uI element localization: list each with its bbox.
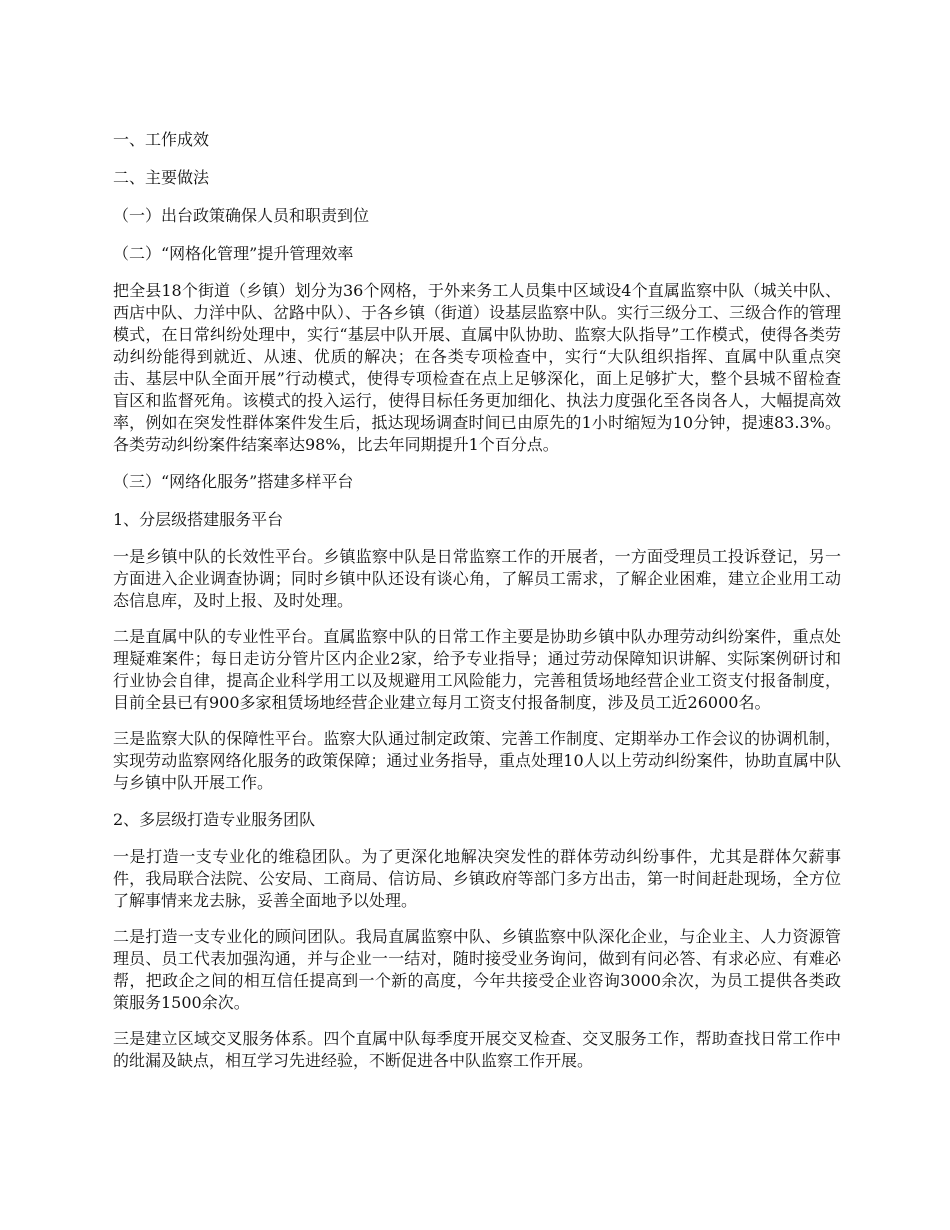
heading-work-results: 一、工作成效 (113, 130, 210, 149)
subheading-service-teams: 2、多层级打造专业服务团队 (113, 810, 316, 829)
paragraph-grid-management: 把全县18个街道（乡镇）划分为36个网格，于外来务工人员集中区域设4个直属监察中队（城关中队、西店中队、力洋中队、岔路中队）、于各乡镇（街道）设基层监察中队。实行三级分工、三级合作的管理模式，在日常纠纷处理中，实行“基层中队开展、直属中队协助、监察大队指导”工作模式，使得各类劳动纠纷能得到就近、从速、优质的解决；在各类专项检查中，实行“大队组织指挥、直属中队重点突击、基层中队全面开展”行动模式，使得专项检查在点上足够深化，面上足够扩大，整个县城不留检查盲区和监督死角。该模式的投入运行，使得目标任务更加细化、执法力度强化至各岗各人，大幅提高效率，例如在突发性群体案件发生后，抵达现场调查时间已由原先的1小时缩短为10分钟，提速83.3%。各类劳动纠纷案件结案率达98%，比去年同期提升1个百分点。 (113, 281, 842, 454)
heading-main-practices: 二、主要做法 (113, 168, 210, 187)
paragraph-cross-service: 三是建立区域交叉服务体系。四个直属中队每季度开展交叉检查、交叉服务工作，帮助查找日常工作中的纰漏及缺点，相互学习先进经验，不断促进各中队监察工作开展。 (113, 1029, 841, 1070)
subheading-policy: （一）出台政策确保人员和职责到位 (113, 206, 370, 225)
paragraph-advisory-team: 二是打造一支专业化的顾问团队。我局直属监察中队、乡镇监察中队深化企业，与企业主、人力资源管理员、员工代表加强沟通，并与企业一一结对，随时接受业务询问，做到有问必答、有求必应、有难必帮，把政企之间的相互信任提高到一个新的高度，今年共接受企业咨询3000余次，为员工提供各类政策服务1500余次。 (113, 927, 841, 1012)
paragraph-township-platform: 一是乡镇中队的长效性平台。乡镇监察中队是日常监察工作的开展者，一方面受理员工投诉登记，另一方面进入企业调查协调；同时乡镇中队还设有谈心角，了解员工需求，了解企业困难，建立企业用工动态信息库，及时上报、及时处理。 (113, 547, 841, 610)
subheading-service-platforms: 1、分层级搭建服务平台 (113, 510, 284, 529)
subheading-grid-management: （二）“网格化管理”提升管理效率 (113, 244, 354, 263)
document-page (113, 128, 841, 1086)
paragraph-direct-squad-platform: 二是直属中队的专业性平台。直属监察中队的日常工作主要是协助乡镇中队办理劳动纠纷案件，重点处理疑难案件；每日走访分管片区内企业2家，给予专业指导；通过劳动保障知识讲解、实际案例研讨和行业协会自律，提高企业科学用工以及规避用工风险能力，完善租赁场地经营企业工资支付报备制度，目前全县已有900多家租赁场地经营企业建立每月工资支付报备制度，涉及员工近26000名。 (113, 627, 841, 712)
paragraph-brigade-platform: 三是监察大队的保障性平台。监察大队通过制定政策、完善工作制度、定期举办工作会议的协调机制，实现劳动监察网络化服务的政策保障；通过业务指导，重点处理10人以上劳动纠纷案件，协助直属中队与乡镇中队开展工作。 (113, 729, 841, 792)
paragraph-stability-team: 一是打造一支专业化的维稳团队。为了更深化地解决突发性的群体劳动纠纷事件，尤其是群体欠薪事件，我局联合法院、公安局、工商局、信访局、乡镇政府等部门多方出击，第一时间赶赴现场，全方位了解事情来龙去脉，妥善全面地予以处理。 (113, 847, 841, 910)
subheading-network-service: （三）“网络化服务”搭建多样平台 (113, 472, 354, 491)
